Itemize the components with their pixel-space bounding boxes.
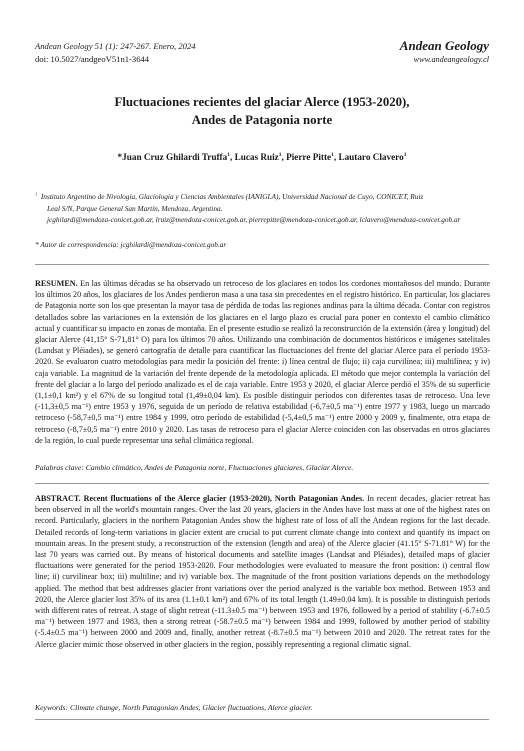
abstract [35, 493, 490, 650]
author-emails: jcghilardi@mendoza-conicet.gob.ar, lruiz@mendoza-conicet.gob.ar, pierrepitte@mendoza-conicet.gob.ar, lclavero@mendoza-conicet.gob.ar [47, 215, 461, 224]
author-affiliation-mark: 1 [227, 151, 230, 158]
affiliation-mark: 1 [35, 191, 38, 197]
author-separator: , [229, 152, 235, 162]
paper-title [35, 93, 489, 129]
affiliation [35, 191, 480, 226]
resumen [35, 278, 490, 446]
divider [35, 483, 489, 484]
journal-logo-text: Andean Geology [399, 38, 489, 53]
author-name: Lucas Ruiz [234, 152, 279, 162]
resumen-label: RESUMEN. [35, 279, 78, 288]
author-affiliation-mark: 1 [403, 151, 407, 158]
abstract-label: ABSTRACT. Recent fluctuations of the Alerce glacier (1953-2020), North Patagonian Andes. [35, 494, 365, 503]
journal-website: www.andeangeology.cl [413, 55, 489, 64]
affiliation-line-2: Leal S/N, Parque General San Martín, Mendoza, Argentina. [47, 203, 223, 213]
divider [35, 719, 489, 720]
title-line-1: Fluctuaciones recientes del glaciar Alerce (1953-2020), [114, 95, 410, 109]
keywords-spanish: Palabras clave: Cambio climático, Andes de Patagonia norte, Fluctuaciones glaciares, Glaciar Alerce. [35, 463, 354, 472]
author-affiliation-mark: 1 [278, 151, 282, 158]
abstract-body: In recent decades, glacier retreat has been observed in all the world's mountain ranges. Over the last 20 years, glaciers in the Andes have lost mass at one of the highest rates on record. Particularly, glaciers in the northern Patagonian Andes show the highest rate of loss of all the Andean regions for the last decade. Detailed records of long-term variations in glacier extent are crucial to put current climate change into context and quantify its impact on mountain areas. In the present study, a reconstruction of the extension (length and area) of the Alerce glacier (41.15° S-71.81° W) for the last 70 years was carried out. By means of historical documents and satellite images (Landsat and Pléiades), detailed maps of glacier fluctuations were generated for the period 1953-2020. Four methodologies were evaluated to measure the front position: i) central flow line; ii) curvilinear box; iii) multiline; and iv) variable box. The magnitude of the front position variations depends on the methodology applied. The method that best addresses glacier front variations over the period analyzed is the variable box method. Between 1953 and 2020, the Alerce glacier lost 35% of its area (1.1±0.1 km²) and 67% of its total length (1.49±0.04 km). It is possible to distinguish periods with different rates of retreat. A stage of slight retreat (-11.3±0.5 ma⁻¹) between 1953 and 1976, followed by a period of stability (-6.7±0.5 ma⁻¹) between 1977 and 1983, then a strong retreat (-58.7±0.5 ma⁻¹) between 1984 and 1999, followed by another period of stability (-5.4±0.5 ma⁻¹) between 2000 and 2009 and, finally, another retreat (-8.7±0.5 ma⁻¹) between 2010 and 2020. The retreat rates for the Alerce glacier mimic those observed in other glaciers in the region, possibly representing a regional climatic signal. [35, 494, 490, 649]
journal-citation: Andean Geology 51 (1): 247-267. Enero, 2024 [35, 41, 196, 51]
resumen-body: En las últimas décadas se ha observado un retroceso de los glaciares en todos los cordones montañosos del mundo. Durante los últimos 20 años, los glaciares de los Andes perdieron masa a una tasa sin precedentes en el registro histórico. En particular, los glaciares de Patagonia norte son los que presentan la mayor tasa de pérdida de todas las regiones andinas para la última década. Contar con registros detallados sobre las variaciones en la extensión de los glaciares en el largo plazo es crucial para poner en contexto el cambio climático actual y cuantificar su impacto en zonas de montaña. En el presente estudio se realizó la reconstrucción de la extensión (área y longitud) del glaciar Alerce (41,15° S-71,81° O) para los últimos 70 años. Utilizando una combinación de documentos históricos e imágenes satelitales (Landsat y Pléiades), se generó cartografía de detalle para cuantificar las fluctuaciones del frente del glaciar Alerce para el período 1953-2020. Se evaluaron cuatro metodologías para medir la posición del frente: i) línea central de flujo; ii) caja curvilínea; iii) multilínea; y iv) caja variable. La magnitud de la variación del frente depende de la metodología aplicada. El método que mejor contempla la variación del frente del glaciar a lo largo del período analizado es el de caja variable. Entre 1953 y 2020, el glaciar Alerce perdió el 35% de su superficie (1,1±0,1 km²) y el 67% de su longitud total (1,49±0,04 km). Es posible distinguir períodos con diferentes tasas de retroceso. Una leve (-11,3±0,5 ma⁻¹) entre 1953 y 1976, seguida de un período de relativa estabilidad (-6,7±0,5 ma⁻¹) entre 1977 y 1983, luego un marcado retroceso (-58,7±0,5 ma⁻¹) entre 1984 y 1999, otro período de estabilidad (-5,4±0,5 ma⁻¹) entre 2000 y 2009 y, finalmente, otra etapa de retroceso (-8,7±0,5 ma⁻¹) entre 2010 y 2020. Las tasas de retroceso para el glaciar Alerce coinciden con las observadas en otros glaciares de la región, lo cual puede representar una señal climática regional. [35, 279, 490, 445]
affiliation-line-1: Instituto Argentino de Nivología, Glaciología y Ciencias Ambientales (IANIGLA), Universidad Nacional de Cuyo, CONICET, Ruiz [40, 192, 424, 201]
journal-brand-block [400, 38, 489, 66]
author-name: *Juan Cruz Ghilardi Truffa [117, 152, 228, 162]
author-affiliation-mark: 1 [331, 151, 334, 158]
corresponding-author: * Autor de correspondencia: jcghilardi@mendoza-conicet.gob.ar [35, 240, 227, 249]
author-list [35, 152, 489, 162]
keywords-english: Keywords: Climate change, North Patagonian Andes, Glacier fluctuations, Alerce glacier. [35, 703, 313, 712]
title-line-2: Andes de Patagonia norte [191, 113, 333, 127]
divider [35, 264, 489, 265]
doi: doi: 10.5027/andgeoV51n1-3644 [35, 54, 150, 64]
author-separator: , [281, 152, 287, 162]
author-name: Pierre Pitte [286, 152, 332, 162]
running-header [35, 40, 196, 66]
author-separator: , [333, 152, 339, 162]
author-name: Lautaro Clavero [338, 152, 404, 162]
